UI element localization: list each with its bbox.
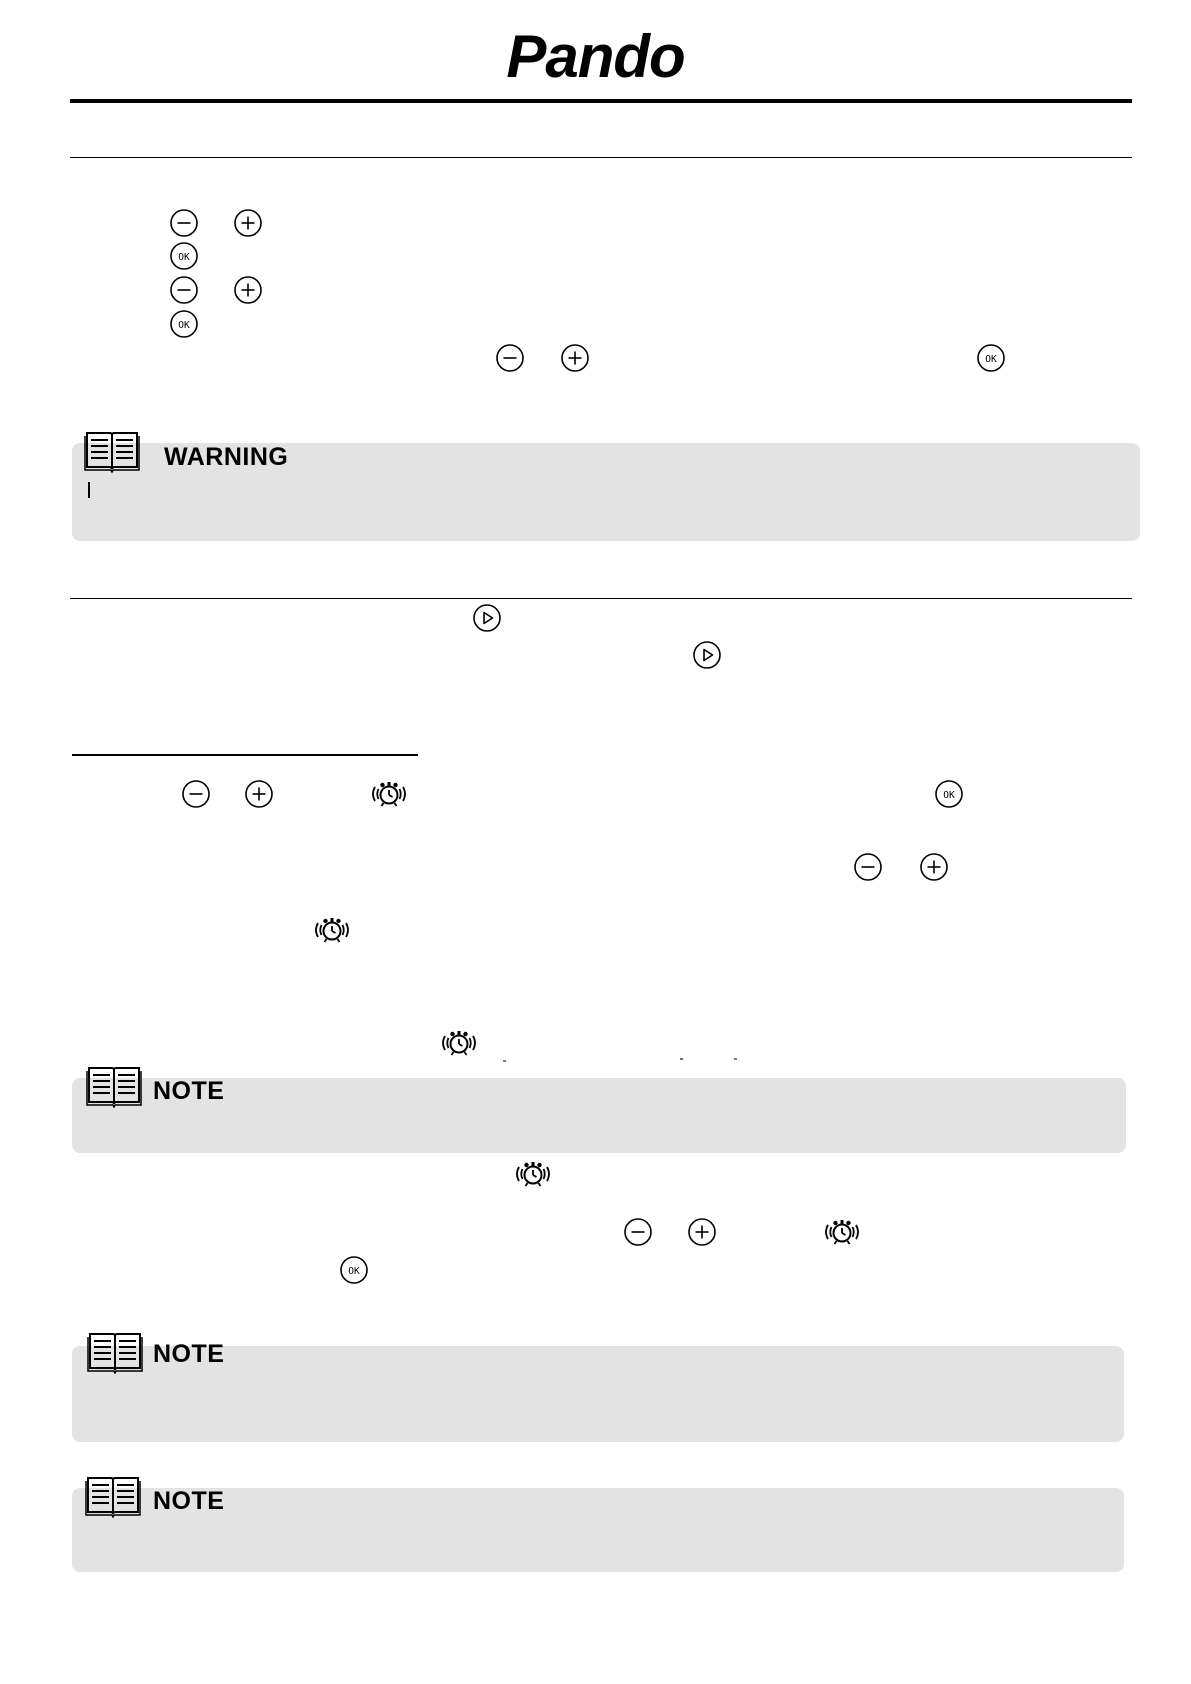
- svg-text:OK: OK: [985, 354, 997, 365]
- note-title: NOTE: [153, 1077, 225, 1105]
- section-divider: [70, 157, 1132, 158]
- scan-speck: [734, 1058, 737, 1060]
- start-button-icon: [472, 603, 502, 633]
- svg-text:OK: OK: [178, 252, 190, 263]
- minus-button-icon: [169, 208, 199, 238]
- plus-button-icon: [244, 779, 274, 809]
- plus-button-icon: [560, 343, 590, 373]
- brand-logo: Pando: [506, 23, 685, 90]
- plus-button-icon: [233, 275, 263, 305]
- minus-button-icon: [623, 1217, 653, 1247]
- ok-button-icon: [934, 779, 964, 809]
- start-button-icon: [692, 640, 722, 670]
- subsection-underline: [72, 754, 418, 756]
- section-divider: [70, 598, 1132, 599]
- note-box: [72, 1078, 1126, 1153]
- timer-icon: [512, 1158, 554, 1190]
- plus-button-icon: [233, 208, 263, 238]
- plus-button-icon: [687, 1217, 717, 1247]
- book-icon: [86, 1064, 142, 1108]
- ok-button-icon: [169, 309, 199, 339]
- book-icon: [85, 1474, 141, 1518]
- ok-button-icon: [976, 343, 1006, 373]
- svg-text:OK: OK: [178, 320, 190, 331]
- text-cursor: [88, 482, 90, 498]
- warning-title: WARNING: [164, 443, 289, 471]
- minus-button-icon: [181, 779, 211, 809]
- scan-speck: [503, 1060, 506, 1062]
- ok-button-icon: [339, 1255, 369, 1285]
- book-icon: [87, 1330, 143, 1374]
- scan-speck: [680, 1058, 683, 1060]
- timer-icon: [311, 914, 353, 946]
- note-box: [72, 1346, 1124, 1442]
- note-box: [72, 1488, 1124, 1572]
- svg-text:OK: OK: [943, 790, 955, 801]
- plus-button-icon: [919, 852, 949, 882]
- header-divider: [70, 99, 1132, 103]
- book-icon: [84, 429, 140, 473]
- timer-icon: [821, 1216, 863, 1248]
- minus-button-icon: [853, 852, 883, 882]
- timer-icon: [438, 1027, 480, 1059]
- note-title: NOTE: [153, 1487, 225, 1515]
- ok-button-icon: [169, 241, 199, 271]
- note-title: NOTE: [153, 1340, 225, 1368]
- minus-button-icon: [495, 343, 525, 373]
- svg-text:OK: OK: [348, 1266, 360, 1277]
- timer-icon: [368, 778, 410, 810]
- minus-button-icon: [169, 275, 199, 305]
